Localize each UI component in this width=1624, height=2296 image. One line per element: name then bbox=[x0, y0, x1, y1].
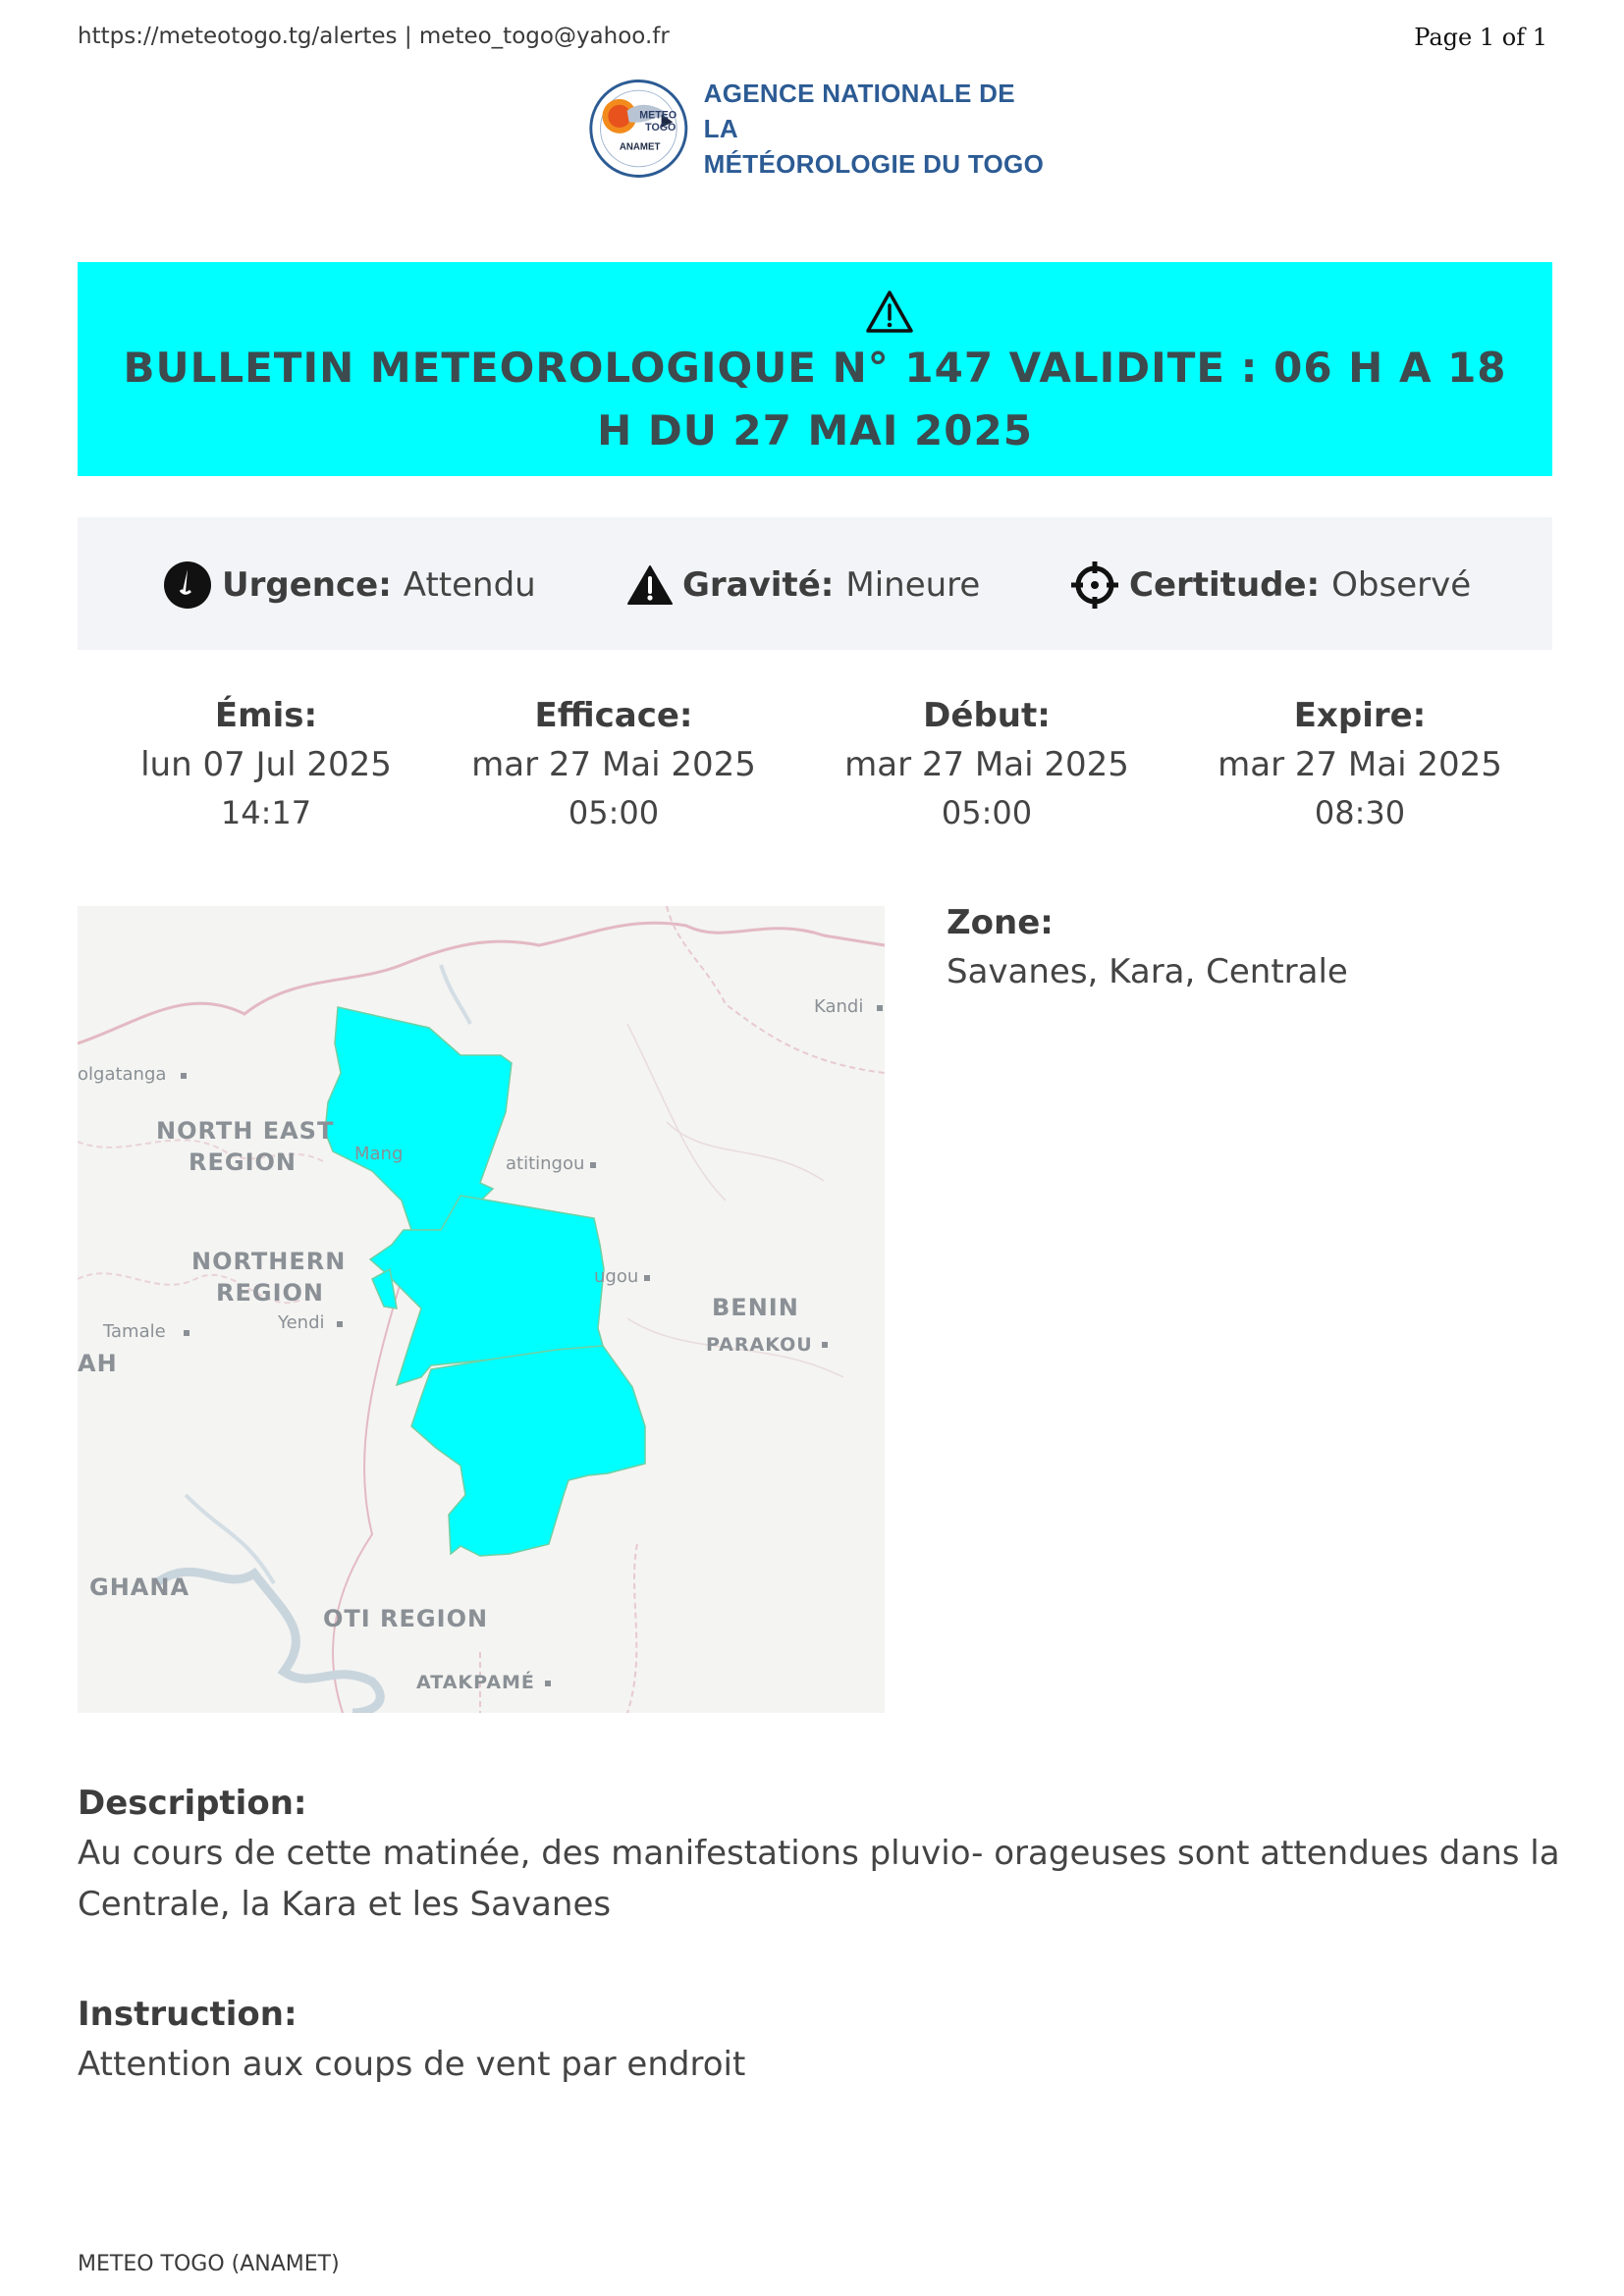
alert-meta-bar bbox=[78, 517, 1552, 650]
effective-date: mar 27 Mai 2025 bbox=[471, 745, 756, 784]
onset-column bbox=[800, 691, 1173, 836]
source-url[interactable]: https://meteotogo.tg/alertes bbox=[78, 24, 398, 49]
emblem-text-meteo: METEO bbox=[639, 109, 677, 122]
map-label-northern-2: REGION bbox=[216, 1279, 324, 1307]
warning-icon bbox=[627, 564, 673, 606]
alert-map[interactable] bbox=[78, 906, 885, 1713]
certainty-value: Observé bbox=[1331, 565, 1472, 605]
crosshair-icon bbox=[1070, 561, 1119, 610]
map-label-bolgatanga: olgatanga bbox=[78, 1064, 167, 1085]
severity-label: Gravité: bbox=[682, 565, 835, 605]
urgency-value: Attendu bbox=[403, 565, 536, 605]
map-label-north-east-2: REGION bbox=[189, 1148, 297, 1176]
agency-name-line2: MÉTÉOROLOGIE DU TOGO bbox=[703, 149, 1045, 179]
issued-date: lun 07 Jul 2025 bbox=[140, 745, 392, 784]
warning-triangle-icon bbox=[865, 290, 914, 335]
severity-item bbox=[627, 561, 980, 610]
effective-time: 05:00 bbox=[568, 794, 660, 831]
onset-time: 05:00 bbox=[941, 794, 1033, 831]
anamet-emblem-icon bbox=[585, 77, 692, 181]
issued-column bbox=[80, 691, 453, 836]
onset-label: Début: bbox=[923, 696, 1051, 735]
map-label-yendi: Yendi bbox=[278, 1312, 325, 1333]
agency-name-line1: AGENCE NATIONALE DE LA bbox=[703, 79, 1015, 143]
contact-email: | meteo_togo@yahoo.fr bbox=[404, 24, 670, 49]
bulletin-banner bbox=[78, 262, 1552, 476]
urgency-label: Urgence: bbox=[222, 565, 392, 605]
map-label-mango: Mang bbox=[354, 1144, 404, 1164]
bulletin-title: BULLETIN METEOROLOGIQUE N° 147 VALIDITE : 06 H A 18 H DU 27 MAI 2025 bbox=[123, 344, 1507, 454]
urgency-item bbox=[163, 561, 536, 610]
instruction-label: Instruction: bbox=[78, 1995, 298, 2034]
zone-value: Savanes, Kara, Centrale bbox=[947, 952, 1348, 991]
issued-label: Émis: bbox=[214, 696, 318, 735]
page-header-left bbox=[78, 24, 670, 49]
page-footer: METEO TOGO (ANAMET) bbox=[78, 2252, 340, 2276]
effective-label: Efficace: bbox=[534, 696, 693, 735]
clock-icon bbox=[163, 561, 212, 610]
severity-value: Mineure bbox=[845, 565, 981, 605]
map-label-natitingou: atitingou bbox=[506, 1153, 585, 1174]
validity-dates bbox=[78, 691, 1552, 838]
agency-logo bbox=[585, 77, 1047, 181]
emblem-text-togo: TOGO bbox=[645, 121, 677, 133]
description-text: Au cours de cette matinée, des manifestations pluvio- orageuses sont attendues dans la Centrale, la Kara et les Savanes bbox=[78, 1834, 1560, 1924]
map-label-benin: BENIN bbox=[712, 1294, 799, 1321]
instruction-text: Attention aux coups de vent par endroit bbox=[78, 2045, 746, 2084]
agency-name bbox=[704, 76, 1047, 182]
expires-label: Expire: bbox=[1293, 696, 1427, 735]
certainty-label: Certitude: bbox=[1129, 565, 1321, 605]
effective-column bbox=[427, 691, 800, 836]
map-label-ghana: GHANA bbox=[89, 1574, 190, 1601]
map-label-parakou: PARAKOU bbox=[706, 1334, 813, 1356]
map-label-northern-1: NORTHERN bbox=[191, 1248, 347, 1275]
map-label-djougou: ugou bbox=[594, 1266, 639, 1287]
description-label: Description: bbox=[78, 1784, 307, 1823]
map-label-tamale: Tamale bbox=[103, 1321, 166, 1342]
page-number: Page 1 of 1 bbox=[1414, 24, 1547, 51]
map-label-oti: OTI REGION bbox=[323, 1605, 489, 1632]
emblem-text-anamet: ANAMET bbox=[619, 141, 661, 153]
map-canvas bbox=[78, 906, 885, 1713]
expires-date: mar 27 Mai 2025 bbox=[1218, 745, 1502, 784]
map-label-north-east-1: NORTH EAST bbox=[156, 1117, 335, 1145]
map-label-atakpame: ATAKPAMÉ bbox=[416, 1672, 535, 1693]
onset-date: mar 27 Mai 2025 bbox=[844, 745, 1129, 784]
map-label-kandi: Kandi bbox=[814, 996, 864, 1017]
expires-time: 08:30 bbox=[1314, 794, 1406, 831]
issued-time: 14:17 bbox=[220, 794, 312, 831]
expires-column bbox=[1173, 691, 1546, 836]
zone-label: Zone: bbox=[947, 903, 1054, 942]
certainty-item bbox=[1070, 561, 1471, 610]
map-label-ah: AH bbox=[78, 1350, 118, 1377]
